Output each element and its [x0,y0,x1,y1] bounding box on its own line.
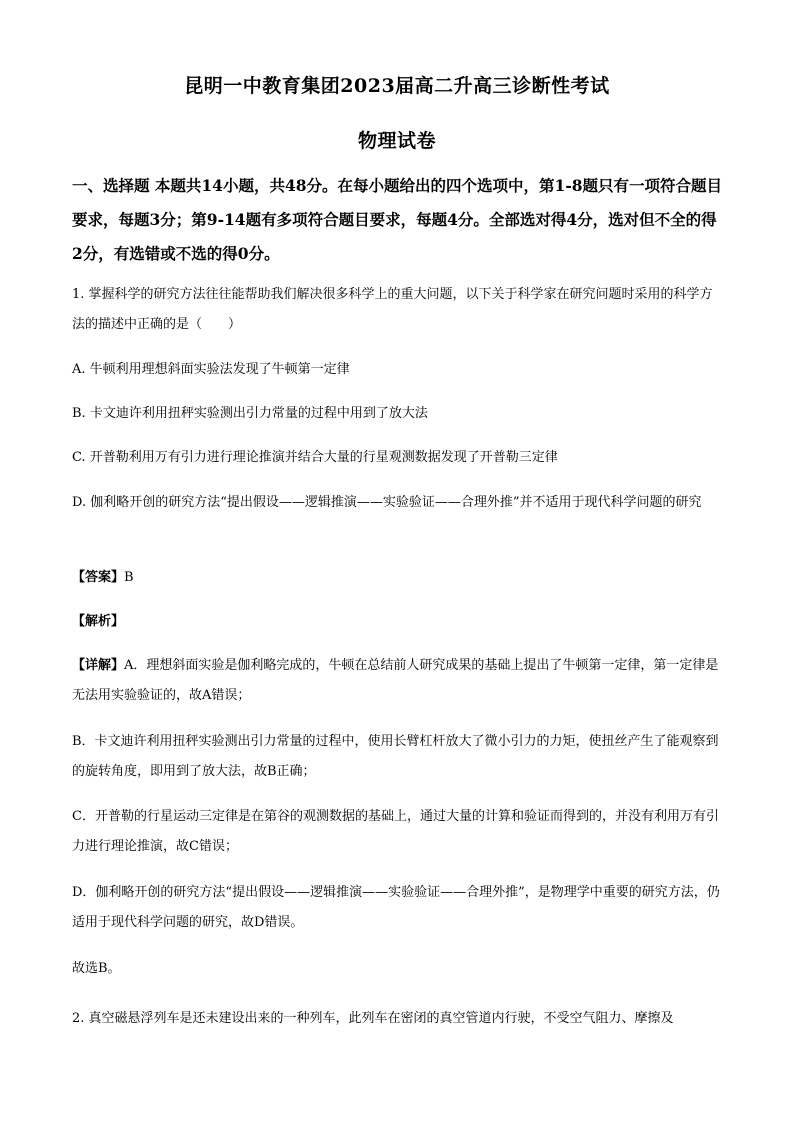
analysis-line [72,607,722,637]
conclusion: 故选B。 [72,961,121,976]
question-2-stem: 2. 真空磁悬浮列车是还未建设出来的一种列车，此列车在密闭的真空管道内行驶，不受空气阻力、摩擦及 [72,1011,674,1026]
detail-a-text: A．理想斜面实验是伽利略完成的，牛顿在总结前人研究成果的基础上提出了牛顿第一定律，第一定律是无法用实验验证的，故A错误； [72,658,719,703]
answer-label: 【答案】 [72,570,125,585]
section-heading: 一、选择题 本题共14小题，共48分。在每小题给出的四个选项中，第1-8题只有一项符合题目要求，每题3分；第9-14题有多项符合题目要求，每题4分。全部选对得4分，选对但不全的得2分，有选错或不选的得0分。 [72,176,723,263]
question-1-option-c: C. 开普勒利用万有引力进行理论推演并结合大量的行星观测数据发现了开普勒三定律 [72,450,558,465]
detail-c: C．开普勒的行星运动三定律是在第谷的观测数据的基础上，通过大量的计算和验证而得到的，并没有利用万有引力进行理论推演，故C错误； [72,809,719,854]
question-1-option-b: B. 卡文迪许利用扭秤实验测出引力常量的过程中用到了放大法 [72,406,428,421]
question-1-option-d: D. 伽利略开创的研究方法“提出假设——逻辑推演——实验验证——合理外推”并不适用于现代科学问题的研究 [72,495,702,510]
detail-b: B．卡文迪许利用扭秤实验测出引力常量的过程中，使用长臂杠杆放大了微小引力的力矩，使扭丝产生了能观察到的旋转角度，即用到了放大法，故B正确； [72,734,719,779]
question-1-stem: 1. 掌握科学的研究方法往往能帮助我们解决很多科学上的重大问题，以下关于科学家在研究问题时采用的科学方法的描述中正确的是（ ） [72,287,713,332]
answer-value: B [124,570,134,585]
detail-label: 【详解】 [72,658,125,673]
detail-d: D．伽利略开创的研究方法“提出假设——逻辑推演——实验验证——合理外推”，是物理学中重要的研究方法，仍适用于现代科学问题的研究，故D错误。 [72,885,720,930]
analysis-label: 【解析】 [72,614,125,629]
answer-line [72,563,722,593]
question-1-option-a: A. 牛顿利用理想斜面实验法发现了牛顿第一定律 [72,362,350,377]
detail-a [72,651,722,711]
exam-title: 昆明一中教育集团2023届高二升高三诊断性考试 [184,75,610,97]
exam-subtitle: 物理试卷 [357,130,436,152]
